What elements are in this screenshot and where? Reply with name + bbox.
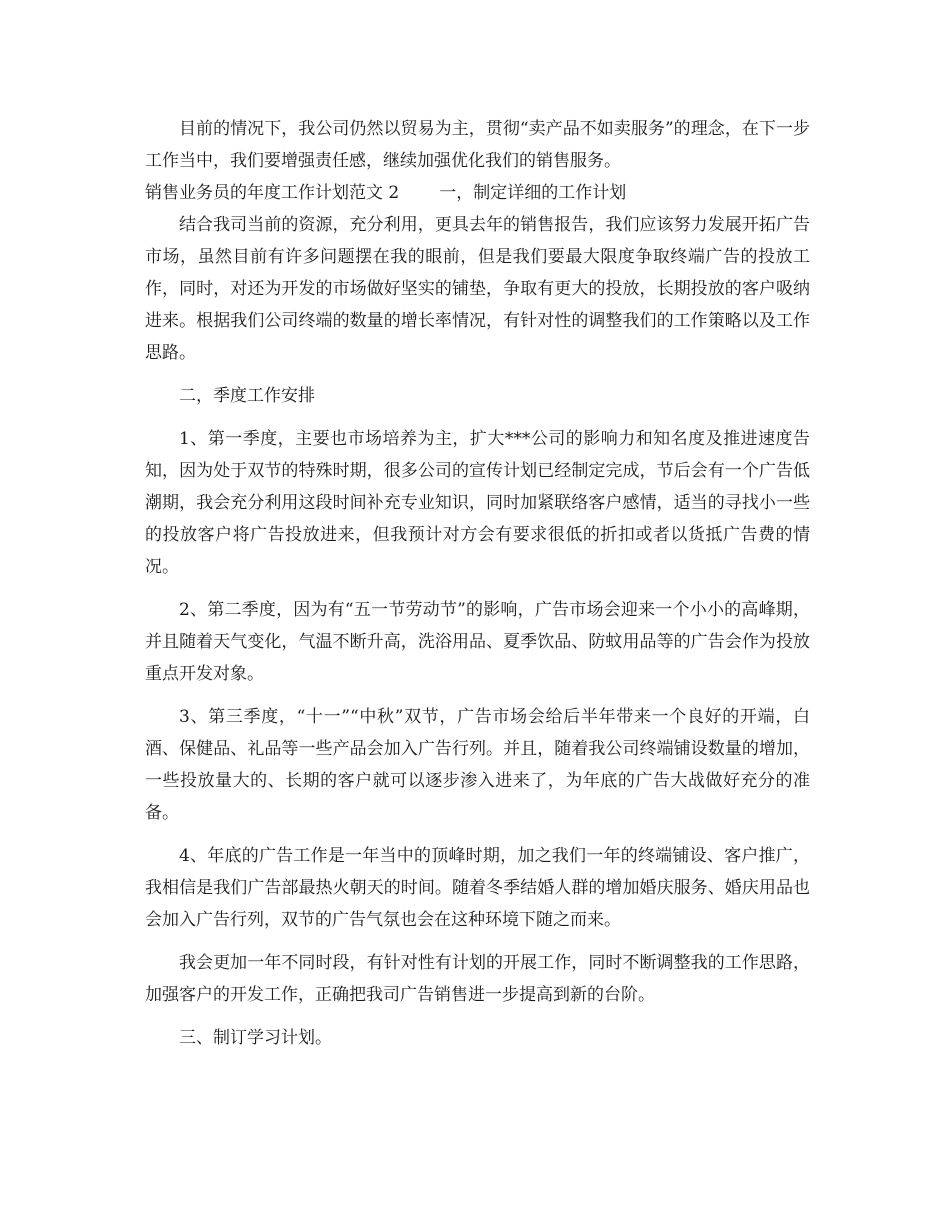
document-body [145, 113, 810, 1065]
document-heading-line [145, 177, 810, 209]
document-title: 销售业务员的年度工作计划范文 2 [145, 183, 400, 203]
paragraph-q4: 4、年底的广告工作是一年当中的顶峰时期，加之我们一年的终端铺设、客户推广，我相信是我们广告部最热火朝天的时间。随着冬季结婚人群的增加婚庆服务、婚庆用品也会加入广告行列，双节的广告气氛也会在这种环境下随之而来。 [145, 846, 810, 930]
section-heading-1: 一，制定详细的工作计划 [439, 183, 627, 203]
section-heading-3: 三、制订学习计划。 [179, 1028, 332, 1048]
paragraph-q1: 1、第一季度，主要也市场培养为主，扩大***公司的影响力和知名度及推进速度告知，因为处于双节的特殊时期，很多公司的宣传计划已经制定完成，节后会有一个广告低潮期，我会充分利用这段时间补充专业知识，同时加紧联络客户感情，适当的寻找小一些的投放客户将广告投放进来，但我预计对方会有要求很低的折扣或者以货抵广告费的情况。 [145, 429, 810, 577]
section-heading-2: 二，季度工作安排 [179, 386, 315, 406]
paragraph-q3: 3、第三季度，“十一”“中秋”双节，广告市场会给后半年带来一个良好的开端，白酒、保健品、礼品等一些产品会加入广告行列。并且，随着我公司终端铺设数量的增加，一些投放量大的、长期的客户就可以逐步渗入进来了，为年底的广告大战做好充分的准备。 [145, 707, 810, 823]
paragraph-summary: 我会更加一年不同时段，有针对性有计划的开展工作，同时不断调整我的工作思路，加强客户的开发工作，正确把我司广告销售进一步提高到新的台阶。 [145, 953, 810, 1005]
paragraph-plan: 结合我司当前的资源，充分利用，更具去年的销售报告，我们应该努力发展开拓广告市场，虽然目前有许多问题摆在我的眼前，但是我们要最大限度争取终端广告的投放工作，同时，对还为开发的市场做好坚实的铺垫，争取有更大的投放，长期投放的客户吸纳进来。根据我们公司终端的数量的增长率情况，有针对性的调整我们的工作策略以及工作思路。 [145, 215, 810, 363]
paragraph-q2: 2、第二季度，因为有“五一节劳动节”的影响，广告市场会迎来一个小小的高峰期，并且随着天气变化，气温不断升高，洗浴用品、夏季饮品、防蚊用品等的广告会作为投放重点开发对象。 [145, 600, 810, 684]
paragraph-intro: 目前的情况下，我公司仍然以贸易为主，贯彻“卖产品不如卖服务”的理念，在下一步工作当中，我们要增强责任感，继续加强优化我们的销售服务。 [145, 119, 810, 171]
